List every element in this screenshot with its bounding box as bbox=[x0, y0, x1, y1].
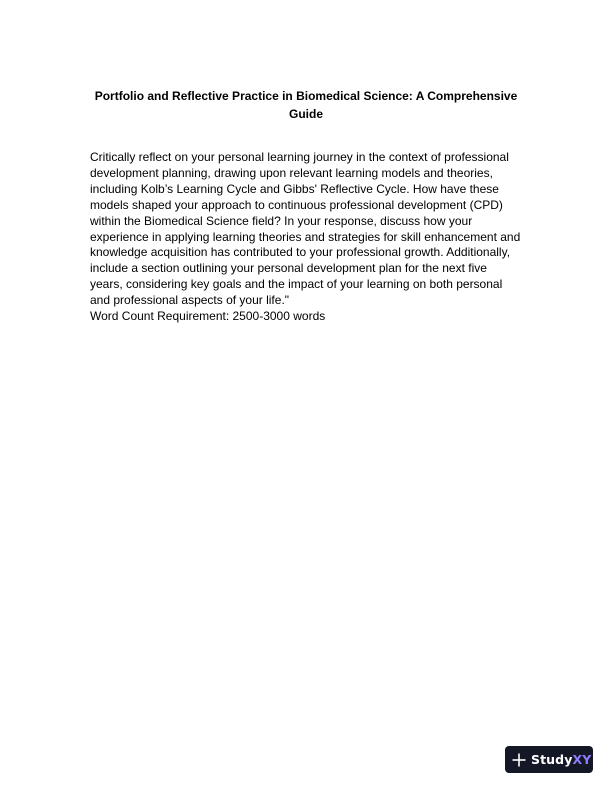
studyxy-logo-badge[interactable] bbox=[505, 746, 593, 773]
word-count-requirement: Word Count Requirement: 2500-3000 words bbox=[90, 309, 326, 323]
paragraph-line: and professional aspects of your life." bbox=[90, 293, 290, 308]
paragraph-line: knowledge acquisition has contributed to your professional growth. Additionally, bbox=[90, 245, 511, 260]
paragraph-line: including Kolb’s Learning Cycle and Gibbs' Reflective Cycle. How have these bbox=[90, 181, 499, 196]
paragraph-line: Critically reflect on your personal learning journey in the context of professional bbox=[90, 150, 509, 164]
prompt-paragraph bbox=[90, 150, 560, 309]
plus-icon bbox=[512, 753, 526, 767]
paragraph-line: development planning, drawing upon relevant learning models and theories, bbox=[90, 165, 493, 180]
document-title-line-2: Guide bbox=[288, 107, 323, 121]
studyxy-logo-text bbox=[531, 752, 591, 767]
paragraph-line: experience in applying learning theories and strategies for skill enhancement and bbox=[90, 229, 521, 244]
logo-text-accent: XY bbox=[572, 752, 592, 767]
document-title-line-1: Portfolio and Reflective Practice in Biomedical Science: A Comprehensive bbox=[94, 89, 518, 103]
document-title bbox=[90, 87, 522, 123]
paragraph-line: within the Biomedical Science field? In your response, discuss how your bbox=[90, 213, 473, 228]
paragraph-line: years, considering key goals and the impact of your learning on both personal bbox=[90, 277, 503, 292]
paragraph-line: include a section outlining your personal development plan for the next five bbox=[90, 261, 487, 276]
logo-text-main: Study bbox=[531, 752, 573, 767]
paragraph-line: models shaped your approach to continuous professional development (CPD) bbox=[90, 197, 503, 212]
